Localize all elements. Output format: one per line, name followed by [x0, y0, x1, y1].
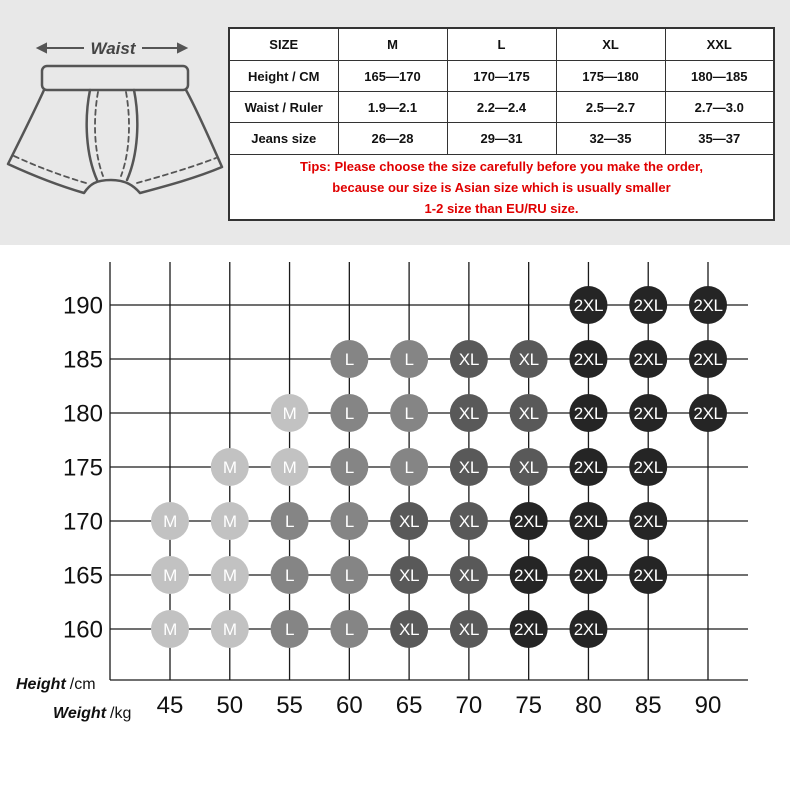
size-marker	[450, 340, 488, 378]
size-marker-label: L	[284, 566, 295, 585]
size-marker-label: 2XL	[573, 620, 604, 639]
size-value-cell: 2.7—3.0	[665, 92, 774, 123]
size-marker-label: L	[344, 404, 354, 423]
y-tick-label: 160	[62, 616, 103, 644]
tips-line: Tips: Please choose the size carefully before you make the order,	[300, 158, 703, 174]
y-tick-label: 190	[62, 292, 103, 320]
x-axis-unit: /kg	[110, 705, 132, 722]
size-marker	[689, 286, 727, 324]
size-marker-label: M	[282, 404, 297, 423]
size-marker-label: 2XL	[573, 296, 604, 315]
x-tick-label: 55	[276, 692, 303, 719]
size-marker	[330, 556, 368, 594]
size-marker	[271, 394, 309, 432]
size-marker	[629, 502, 667, 540]
size-value-cell: 26—28	[338, 123, 447, 155]
size-marker-label: M	[163, 620, 177, 639]
size-marker	[390, 340, 428, 378]
waist-label: Waist	[90, 39, 136, 58]
size-marker-label: L	[284, 620, 295, 639]
size-marker-label: XL	[458, 566, 479, 585]
size-marker	[450, 394, 488, 432]
size-header-cell: XL	[556, 28, 665, 61]
y-tick-label: 175	[62, 454, 103, 482]
size-marker-label: XL	[458, 512, 479, 531]
y-axis-title-label: Height	[16, 676, 66, 693]
size-marker-label: 2XL	[693, 350, 723, 369]
size-marker-label: L	[284, 512, 295, 531]
size-marker-label: 2XL	[513, 566, 544, 585]
size-marker-label: XL	[458, 350, 479, 369]
size-marker	[330, 394, 368, 432]
size-marker-label: XL	[458, 404, 479, 423]
x-axis-title	[53, 705, 131, 722]
size-marker	[211, 502, 249, 540]
size-value-cell: 1.9—2.1	[338, 92, 447, 123]
y-tick-label: 180	[62, 400, 103, 428]
size-marker-label: L	[344, 458, 354, 477]
size-marker	[151, 610, 189, 648]
size-marker	[629, 286, 667, 324]
size-marker	[510, 502, 548, 540]
size-value-cell: 170—175	[447, 61, 556, 92]
pouch-right-stitch	[121, 92, 129, 176]
size-marker	[390, 448, 428, 486]
size-marker	[689, 394, 727, 432]
size-marker	[450, 502, 488, 540]
size-value-cell: 165—170	[338, 61, 447, 92]
size-marker	[271, 502, 309, 540]
size-marker-label: M	[222, 512, 237, 531]
size-marker-label: 2XL	[633, 296, 663, 315]
size-marker-label: L	[404, 350, 414, 369]
size-marker-label: 2XL	[573, 458, 604, 477]
x-tick-label: 75	[515, 692, 543, 719]
x-tick-label: 50	[216, 692, 244, 719]
size-marker	[510, 340, 548, 378]
x-tick-label: 80	[575, 692, 602, 719]
size-marker-label: 2XL	[573, 566, 604, 585]
size-marker-label: L	[344, 512, 354, 531]
size-marker-label: L	[344, 620, 354, 639]
size-marker	[330, 448, 368, 486]
size-marker-label: 2XL	[573, 404, 604, 423]
size-marker	[211, 448, 249, 486]
size-marker	[629, 448, 667, 486]
size-marker	[569, 286, 607, 324]
x-tick-label: 60	[335, 692, 363, 719]
size-marker-label: L	[404, 404, 414, 423]
size-marker-label: 2XL	[633, 458, 663, 477]
size-marker-label: 2XL	[633, 566, 663, 585]
size-marker-label: M	[222, 566, 237, 585]
size-marker-label: M	[282, 458, 297, 477]
size-marker-label: M	[163, 512, 177, 531]
y-tick-label: 170	[62, 508, 103, 536]
size-marker-label: XL	[518, 458, 539, 477]
size-marker-label: L	[404, 458, 414, 477]
size-marker	[211, 610, 249, 648]
size-table-row	[229, 61, 774, 92]
size-marker-label: 2XL	[633, 404, 663, 423]
size-marker-label: M	[163, 566, 177, 585]
x-tick-label: 85	[634, 692, 662, 719]
size-value-cell: 35—37	[665, 123, 774, 155]
size-marker	[390, 394, 428, 432]
size-header-cell: M	[338, 28, 447, 61]
y-axis-ticks	[63, 293, 103, 644]
size-marker	[569, 502, 607, 540]
size-marker	[510, 556, 548, 594]
pouch-left-stitch	[95, 92, 103, 176]
size-marker	[211, 556, 249, 594]
size-table	[228, 27, 775, 221]
size-value-cell: 2.5—2.7	[556, 92, 665, 123]
tips-line: because our size is Asian size which is usually smaller	[332, 179, 671, 195]
y-tick-label: 185	[62, 346, 103, 374]
size-marker	[569, 340, 607, 378]
size-marker	[629, 556, 667, 594]
size-marker-label: 2XL	[573, 512, 604, 531]
size-marker	[390, 556, 428, 594]
size-marker	[569, 556, 607, 594]
size-marker	[569, 448, 607, 486]
size-marker	[689, 340, 727, 378]
y-axis-title	[16, 676, 96, 693]
size-marker-label: XL	[399, 566, 420, 585]
y-axis-unit: /cm	[69, 676, 96, 693]
size-marker	[569, 394, 607, 432]
size-table-row	[229, 123, 774, 155]
size-marker	[271, 610, 309, 648]
arrow-right-icon	[178, 44, 186, 52]
size-marker-label: XL	[518, 404, 539, 423]
size-header-cell: XXL	[665, 28, 774, 61]
size-marker-label: XL	[399, 620, 420, 639]
boxer-briefs-icon	[0, 0, 228, 245]
x-tick-label: 65	[395, 692, 423, 719]
size-marker-label: 2XL	[573, 350, 604, 369]
size-marker-label: 2XL	[513, 512, 544, 531]
size-header-cell: SIZE	[229, 28, 338, 61]
left-hem-stitch	[14, 156, 86, 183]
size-marker	[450, 448, 488, 486]
size-marker-label: L	[344, 566, 354, 585]
size-value-cell: 29—31	[447, 123, 556, 155]
boxer-briefs-outline	[8, 66, 222, 193]
arrow-left-icon	[38, 44, 46, 52]
x-tick-label: 70	[455, 692, 483, 719]
row-label: Jeans size	[229, 123, 338, 155]
size-marker	[330, 502, 368, 540]
size-marker-label: XL	[458, 458, 479, 477]
size-table-header-row	[229, 28, 774, 61]
shorts-body	[8, 90, 222, 193]
size-marker	[330, 340, 368, 378]
size-table-row	[229, 92, 774, 123]
size-marker-label: 2XL	[633, 512, 663, 531]
size-value-cell: 32—35	[556, 123, 665, 155]
size-marker-label: XL	[518, 350, 539, 369]
size-marker-label: 2XL	[513, 620, 544, 639]
row-label: Height / CM	[229, 61, 338, 92]
size-table-tips-row	[229, 155, 774, 221]
y-tick-label: 165	[62, 562, 103, 590]
size-marker-label: M	[222, 458, 237, 477]
size-marker	[569, 610, 607, 648]
size-value-cell: 175—180	[556, 61, 665, 92]
size-header-cell: L	[447, 28, 556, 61]
size-marker	[510, 448, 548, 486]
size-marker-label: 2XL	[633, 350, 663, 369]
size-marker-label: 2XL	[693, 404, 723, 423]
size-marker-label: L	[344, 350, 354, 369]
size-marker	[510, 394, 548, 432]
size-marker-label: M	[222, 620, 237, 639]
size-value-cell: 2.2—2.4	[447, 92, 556, 123]
size-marker	[271, 448, 309, 486]
waistband	[42, 66, 188, 90]
x-tick-label: 90	[694, 692, 722, 719]
tips-line: 1-2 size than EU/RU size.	[424, 200, 579, 216]
size-marker	[450, 610, 488, 648]
size-recommendation-chart	[0, 245, 790, 809]
size-marker-label: XL	[399, 512, 420, 531]
size-marker	[330, 610, 368, 648]
size-value-cell: 180—185	[665, 61, 774, 92]
size-marker	[390, 610, 428, 648]
x-axis-ticks	[157, 692, 722, 719]
size-marker	[450, 556, 488, 594]
x-tick-label: 45	[156, 692, 184, 719]
size-marker	[390, 502, 428, 540]
right-hem-stitch	[137, 158, 216, 183]
size-marker-label: XL	[458, 620, 479, 639]
size-marker	[510, 610, 548, 648]
size-marker	[151, 556, 189, 594]
row-label: Waist / Ruler	[229, 92, 338, 123]
size-marker-label: 2XL	[693, 296, 723, 315]
x-axis-title-label: Weight	[53, 705, 107, 722]
size-marker	[629, 394, 667, 432]
size-marker	[151, 502, 189, 540]
size-marker	[271, 556, 309, 594]
size-marker	[629, 340, 667, 378]
tips-cell	[229, 155, 774, 221]
